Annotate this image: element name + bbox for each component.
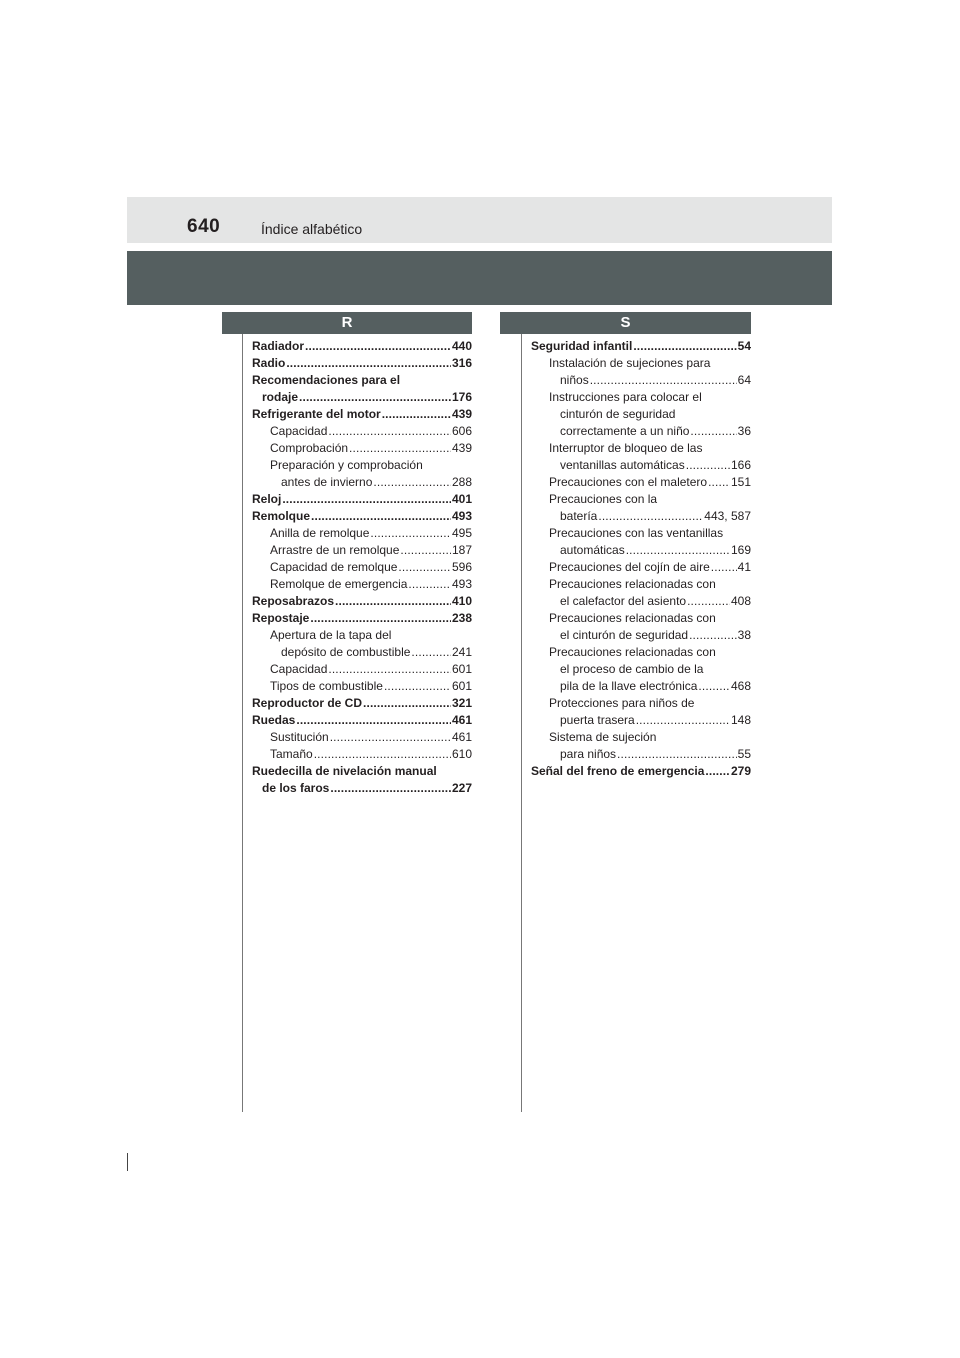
index-entry [531,406,751,423]
index-entry [531,661,751,678]
dot-leader [398,559,451,576]
dot-leader [711,559,737,576]
entry-text: Instalación de sujeciones para [549,356,711,370]
entry-text: Sustitución [270,730,329,744]
dot-leader [408,576,451,593]
entry-page-number: 606 [451,424,472,438]
entry-page-number: 316 [451,356,472,370]
index-entry [252,729,472,746]
dot-leader [382,406,451,423]
entry-page-number: 443, 587 [704,509,751,523]
entry-text: Recomendaciones para el [252,373,401,387]
index-entry [531,712,751,729]
index-entry [531,559,751,576]
entry-text: Precauciones con las ventanillas [549,526,724,540]
index-entry [252,593,472,610]
dot-leader [370,525,451,542]
index-entry [531,610,751,627]
entry-page-number: 408 [730,594,751,608]
dot-leader [328,423,451,440]
entry-text: el cinturón de seguridad [560,628,689,642]
entry-text: Interruptor de bloqueo de las [549,441,703,455]
index-entry [252,576,472,593]
entry-page-number: 468 [730,679,751,693]
entry-page-number: 169 [730,543,751,557]
entry-text: Preparación y comprobación [270,458,423,472]
entry-text: pila de la llave electrónica [560,679,698,693]
entry-page-number: 166 [730,458,751,472]
entry-text: Tamaño [270,747,313,761]
index-entry [531,338,751,355]
index-entry [531,372,751,389]
index-entry [252,474,472,491]
entry-text: Refrigerante del motor [252,407,381,421]
index-entry [252,491,472,508]
dot-leader [590,372,737,389]
entry-text: correctamente a un niño [560,424,690,438]
section-header-r: R [222,312,472,334]
entry-text: Remolque de emergencia [270,577,408,591]
entry-page-number: 55 [737,747,751,761]
dot-leader [296,712,451,729]
entry-page-number: 601 [451,662,472,676]
entry-text: Capacidad de remolque [270,560,398,574]
index-entry [531,627,751,644]
index-entry [531,576,751,593]
entry-text: Precauciones con la [549,492,658,506]
index-entry [252,610,472,627]
dot-leader [311,508,451,525]
index-entry [252,406,472,423]
dot-leader [310,610,451,627]
index-entry [252,457,472,474]
entry-text: Remolque [252,509,311,523]
index-entry [531,389,751,406]
entry-text: Repostaje [252,611,310,625]
index-entry [531,474,751,491]
dot-leader [411,644,451,661]
dot-leader [384,678,451,695]
index-entry [252,372,472,389]
index-entry [531,763,751,780]
entry-text: Precauciones con el maletero [549,475,708,489]
entry-page-number: 176 [451,390,472,404]
index-entry [531,457,751,474]
index-entry [252,661,472,678]
entry-text: Apertura de la tapa del [270,628,392,642]
section-header-s: S [500,312,751,334]
index-entry [531,525,751,542]
entry-page-number: 151 [730,475,751,489]
index-entry [252,423,472,440]
entry-text: Radiador [252,339,305,353]
entry-page-number: 54 [737,339,751,353]
entry-text: Reposabrazos [252,594,335,608]
index-entry [252,525,472,542]
entry-text: Reloj [252,492,282,506]
entry-text: Arrastre de un remolque [270,543,400,557]
entry-page-number: 41 [737,560,751,574]
index-entry [252,678,472,695]
entry-page-number: 187 [451,543,472,557]
index-entry [252,746,472,763]
entry-text: de los faros [262,781,330,795]
entry-page-number: 601 [451,679,472,693]
entry-page-number: 227 [451,781,472,795]
entry-page-number: 321 [451,696,472,710]
dot-leader [330,780,451,797]
dot-leader [705,763,730,780]
dot-leader [286,355,451,372]
entry-page-number: 279 [730,764,751,778]
index-column-r [252,338,472,797]
entry-text: puerta trasera [560,713,635,727]
entry-page-number: 148 [730,713,751,727]
index-entry [531,644,751,661]
entry-text: para niños [560,747,617,761]
index-entry [531,542,751,559]
entry-page-number: 461 [451,713,472,727]
entry-text: depósito de combustible [281,645,411,659]
entry-text: ventanillas automáticas [560,458,685,472]
dot-leader [328,661,451,678]
entry-page-number: 495 [451,526,472,540]
dot-leader [330,729,451,746]
index-entry [252,355,472,372]
crop-mark-bottom [127,1153,128,1171]
entry-page-number: 610 [451,747,472,761]
entry-text: automáticas [560,543,625,557]
entry-text: rodaje [262,390,299,404]
index-entry [252,440,472,457]
entry-text: Seguridad infantil [531,339,633,353]
dot-leader [363,695,451,712]
entry-page-number: 288 [451,475,472,489]
entry-text: Ruedecilla de nivelación manual [252,764,437,778]
entry-text: Tipos de combustible [270,679,383,693]
entry-page-number: 36 [737,424,751,438]
entry-text: Protecciones para niños de [549,696,695,710]
dot-leader [598,508,703,525]
index-entry [252,338,472,355]
index-entry [531,695,751,712]
dot-leader [698,678,730,695]
entry-page-number: 439 [451,441,472,455]
entry-text: Reproductor de CD [252,696,363,710]
entry-page-number: 493 [451,509,472,523]
dot-leader [282,491,451,508]
dot-leader [373,474,451,491]
entry-text: Ruedas [252,713,296,727]
dot-leader [349,440,451,457]
index-entry [252,780,472,797]
page-number: 640 [187,216,221,237]
entry-page-number: 440 [451,339,472,353]
index-entry [531,508,751,525]
index-entry [252,644,472,661]
index-entry [252,542,472,559]
header-bar [127,197,832,243]
index-entry [531,440,751,457]
entry-page-number: 64 [737,373,751,387]
entry-text: Instrucciones para colocar el [549,390,702,404]
dot-leader [686,457,730,474]
entry-text: cinturón de seguridad [560,407,676,421]
entry-text: Precauciones del cojín de aire [549,560,710,574]
column-rule-left [242,334,243,1112]
entry-page-number: 410 [451,594,472,608]
dot-leader [633,338,736,355]
column-rule-right [521,334,522,1112]
index-entry [252,559,472,576]
index-entry [252,508,472,525]
dot-leader [400,542,451,559]
index-entry [531,355,751,372]
entry-page-number: 238 [451,611,472,625]
index-column-s [531,338,751,780]
entry-text: Precauciones relacionadas con [549,645,716,659]
entry-text: Señal del freno de emergencia [531,764,705,778]
entry-page-number: 439 [451,407,472,421]
entry-page-number: 596 [451,560,472,574]
entry-text: antes de invierno [281,475,373,489]
dot-leader [708,474,730,491]
entry-page-number: 241 [451,645,472,659]
index-entry [531,593,751,610]
entry-text: Precauciones relacionadas con [549,611,716,625]
index-entry [531,678,751,695]
index-entry [252,695,472,712]
chapter-band [127,251,832,305]
index-entry [531,423,751,440]
index-entry [252,627,472,644]
entry-page-number: 493 [451,577,472,591]
page-title: Índice alfabético [261,221,363,237]
dot-leader [636,712,730,729]
entry-text: batería [560,509,598,523]
dot-leader [335,593,451,610]
entry-text: el calefactor del asiento [560,594,687,608]
entry-text: Capacidad [270,662,328,676]
dot-leader [305,338,451,355]
entry-page-number: 461 [451,730,472,744]
dot-leader [689,627,737,644]
dot-leader [687,593,730,610]
entry-text: Precauciones relacionadas con [549,577,716,591]
dot-leader [690,423,736,440]
index-entry [531,746,751,763]
entry-page-number: 401 [451,492,472,506]
entry-text: Capacidad [270,424,328,438]
entry-text: Radio [252,356,286,370]
index-entry [252,712,472,729]
index-entry [531,729,751,746]
entry-text: Anilla de remolque [270,526,370,540]
dot-leader [626,542,730,559]
index-entry [252,763,472,780]
entry-page-number: 38 [737,628,751,642]
entry-text: Comprobación [270,441,349,455]
entry-text: niños [560,373,589,387]
entry-text: Sistema de sujeción [549,730,657,744]
dot-leader [617,746,737,763]
dot-leader [314,746,451,763]
index-entry [531,491,751,508]
index-entry [252,389,472,406]
dot-leader [299,389,451,406]
entry-text: el proceso de cambio de la [560,662,704,676]
